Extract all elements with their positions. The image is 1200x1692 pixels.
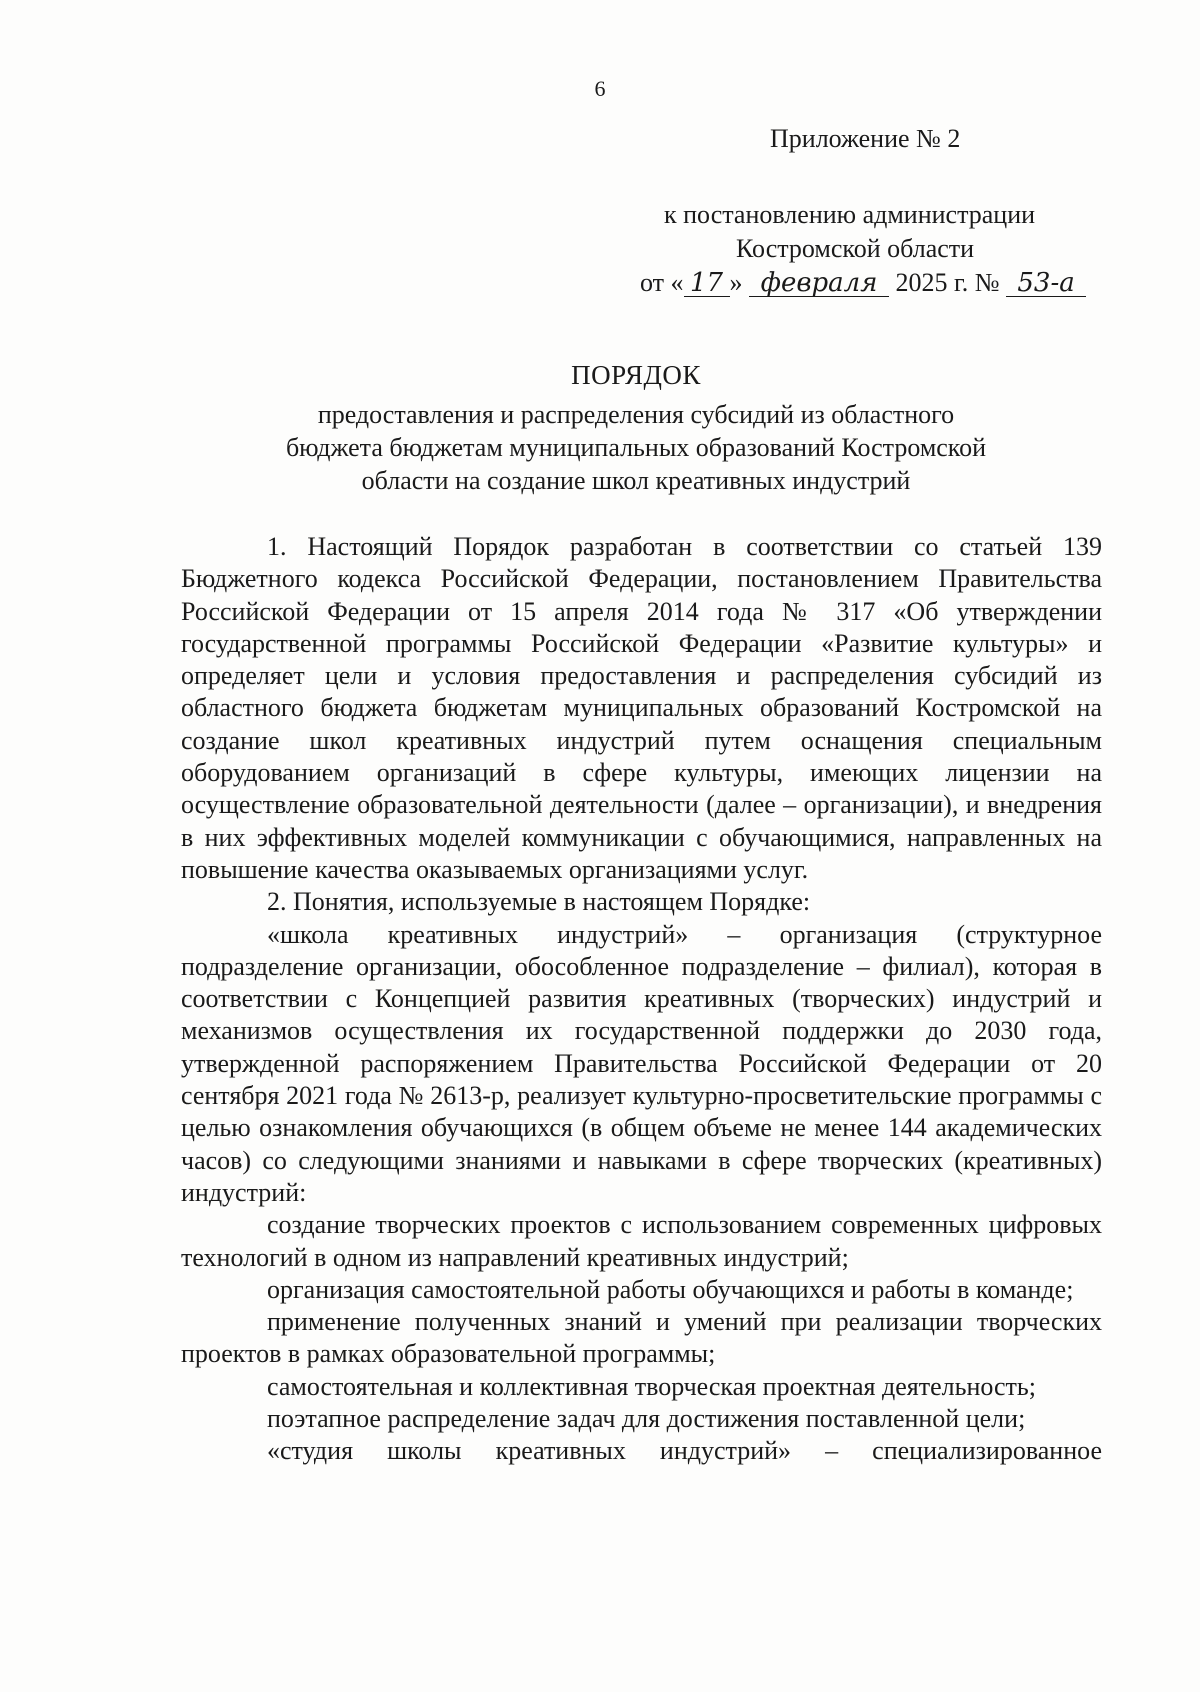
skill-item: поэтапное распределение задач для достижения поставленной цели; — [267, 1404, 1026, 1434]
date-year: 2025 г. № — [895, 268, 1000, 297]
handwritten-day: 17 — [684, 270, 730, 297]
paragraph-2: 2. Понятия, используемые в настоящем Порядке: — [267, 887, 811, 917]
subtitle-line: области на создание школ креативных индустрий — [361, 466, 911, 495]
subtitle-line: бюджета бюджетам муниципальных образований Костромской — [285, 433, 987, 462]
document-body — [181, 531, 1102, 1468]
date-prefix: от « — [640, 268, 684, 297]
handwritten-month: февраля — [749, 270, 889, 297]
skill-item: применение полученных знаний и умений при реализации творческих проектов в рамках образовательной программы; — [181, 1307, 1102, 1369]
handwritten-number: 53-а — [1006, 270, 1086, 297]
skill-item: организация самостоятельной работы обучающихся и работы в команде; — [267, 1274, 1074, 1304]
skill-item: создание творческих проектов с использованием современных цифровых технологий в одном из направлений креативных индустрий; — [181, 1210, 1102, 1272]
definition-studio: «студия школы креативных индустрий» – специализированное — [267, 1436, 1102, 1466]
appendix-label: Приложение № 2 — [770, 124, 961, 153]
subtitle-line: предоставления и распределения субсидий из областного — [317, 400, 955, 429]
decree-line-1: к постановлению администрации — [664, 200, 1036, 229]
skill-item: самостоятельная и коллективная творческая проектная деятельность; — [267, 1371, 1036, 1401]
decree-line-2: Костромской области — [736, 234, 975, 263]
decree-date-line — [640, 266, 1086, 300]
paragraph-1: 1. Настоящий Порядок разработан в соответствии со статьей 139 Бюджетного кодекса Российской Федерации, постановлением Правительства Российской Федерации от 15 апреля 2014 года № 317 «Об утверждении государственной программы Российской Федерации «Развитие культуры» и определяет цели и условия предоставления и распределения субсидий из областного бюджета бюджетам муниципальных образований Костромской на создание школ креативных индустрий путем оснащения специальным оборудованием организаций в сфере культуры, имеющих лицензии на осуществление образовательной деятельности (далее – организации), и внедрения в них эффективных моделей коммуникации с обучающимися, направленных на повышение качества оказываемых организациями услуг. — [181, 532, 1102, 884]
definition-creative-school: «школа креативных индустрий» – организация (структурное подразделение организации, обособленное подразделение – филиал), которая в соответствии с Концепцией развития креативных (творческих) индустрий и механизмов осуществления их государственной поддержки до 2030 года, утвержденной распоряжением Правительства Российской Федерации от 20 сентября 2021 года № 2613-р, реализует культурно-просветительские программы с целью ознакомления обучающихся (в общем объеме не менее 144 академических часов) со следующими знаниями и навыками в сфере творческих (креативных) индустрий: — [181, 919, 1102, 1207]
date-mid: » — [729, 268, 743, 297]
decree-reference — [640, 198, 1086, 300]
page-number: 6 — [594, 76, 606, 101]
document-subtitle — [0, 398, 1200, 497]
document-title: ПОРЯДОК — [571, 360, 701, 390]
